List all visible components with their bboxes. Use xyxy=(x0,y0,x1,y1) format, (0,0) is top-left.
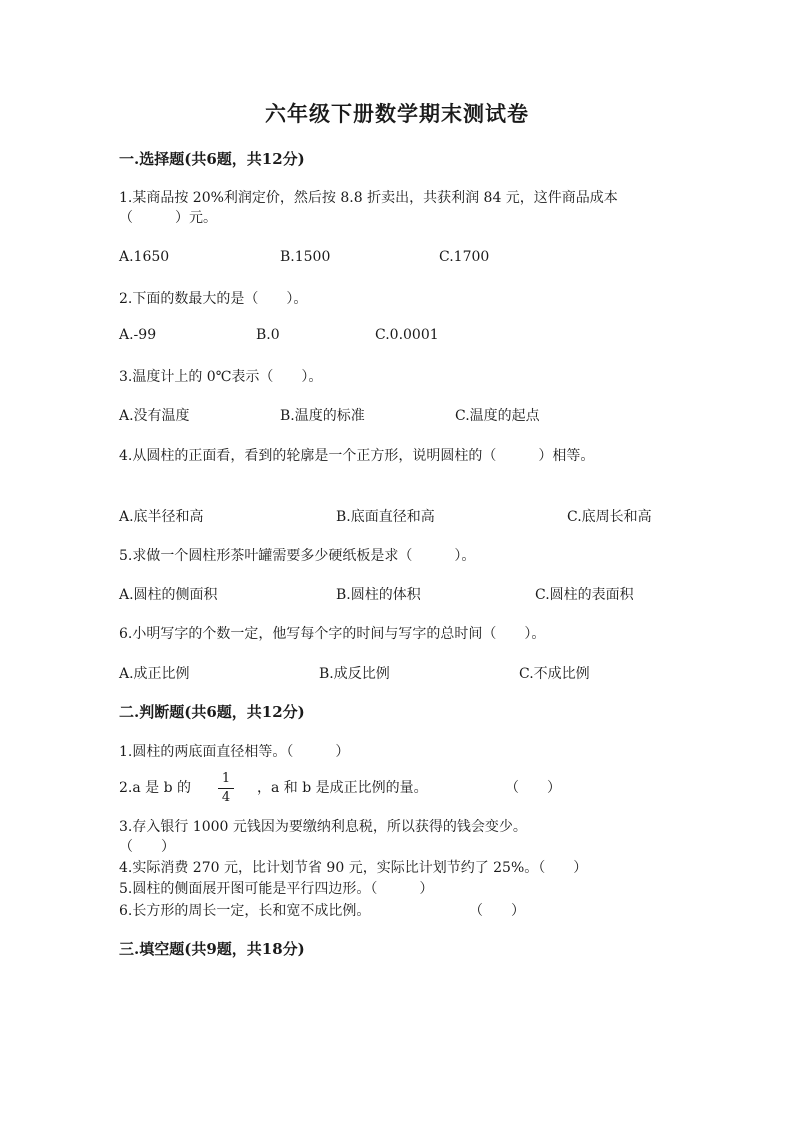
answer-paren: （ ） xyxy=(505,780,561,796)
option-b: B.圆柱的体积 xyxy=(336,587,421,603)
option-a: A.底半径和高 xyxy=(119,509,204,525)
option-c: C.圆柱的表面积 xyxy=(535,587,634,603)
option-b: B.底面直径和高 xyxy=(336,509,435,525)
option-a: A.没有温度 xyxy=(119,408,190,424)
option-c: C.0.0001 xyxy=(375,327,439,343)
judge-question-2-suffix: ，a 和 b 是成正比例的量。 xyxy=(257,780,428,796)
judge-question-4: 4.实际消费 270 元，比计划节省 90 元，实际比计划节约了 25%。（ ） xyxy=(119,860,588,876)
option-a: A.1650 xyxy=(119,249,170,265)
fraction-denominator: 4 xyxy=(221,790,231,805)
fraction-numerator: 1 xyxy=(221,771,231,786)
question-text: 3.温度计上的 0℃表示（ ）。 xyxy=(119,369,323,385)
option-b: B.1500 xyxy=(280,249,331,265)
question-text-continued: （ ）元。 xyxy=(119,210,217,226)
option-b: B.温度的标准 xyxy=(280,408,365,424)
option-c: C.1700 xyxy=(439,249,490,265)
option-a: A.-99 xyxy=(119,327,157,343)
page-title: 六年级下册数学期末测试卷 xyxy=(265,101,529,126)
question-text: 5.求做一个圆柱形茶叶罐需要多少硬纸板是求（ ）。 xyxy=(119,548,476,564)
option-c: C.底周长和高 xyxy=(567,509,652,525)
option-a: A.圆柱的侧面积 xyxy=(119,587,218,603)
judge-question-3: 3.存入银行 1000 元钱因为要缴纳利息税，所以获得的钱会变少。 xyxy=(119,819,527,835)
fraction-one-quarter xyxy=(218,771,234,806)
option-c: C.不成比例 xyxy=(519,666,590,682)
question-text: 1.某商品按 20%利润定价，然后按 8.8 折卖出，共获利润 84 元，这件商品成本 xyxy=(119,190,618,206)
section-heading-fill: 三.填空题(共9题，共18分) xyxy=(119,940,305,958)
question-text: 4.从圆柱的正面看，看到的轮廓是一个正方形，说明圆柱的（ ）相等。 xyxy=(119,448,595,464)
answer-paren: （ ） xyxy=(119,839,175,855)
section-heading-judge: 二.判断题(共6题，共12分) xyxy=(119,703,305,721)
option-c: C.温度的起点 xyxy=(455,408,540,424)
judge-question-6: 6.长方形的周长一定，长和宽不成比例。 xyxy=(119,903,371,919)
answer-paren: （ ） xyxy=(469,903,525,919)
option-b: B.成反比例 xyxy=(319,666,390,682)
fraction-bar xyxy=(218,788,234,789)
question-text: 2.下面的数最大的是（ ）。 xyxy=(119,291,308,307)
option-b: B.0 xyxy=(256,327,280,343)
judge-question-5: 5.圆柱的侧面展开图可能是平行四边形。（ ） xyxy=(119,881,434,897)
question-text: 6.小明写字的个数一定，他写每个字的时间与写字的总时间（ ）。 xyxy=(119,626,546,642)
judge-question-2-prefix: 2.a 是 b 的 xyxy=(119,780,192,796)
section-heading-choice: 一.选择题(共6题，共12分) xyxy=(119,150,305,168)
option-a: A.成正比例 xyxy=(119,666,190,682)
judge-question-1: 1.圆柱的两底面直径相等。（ ） xyxy=(119,744,350,760)
